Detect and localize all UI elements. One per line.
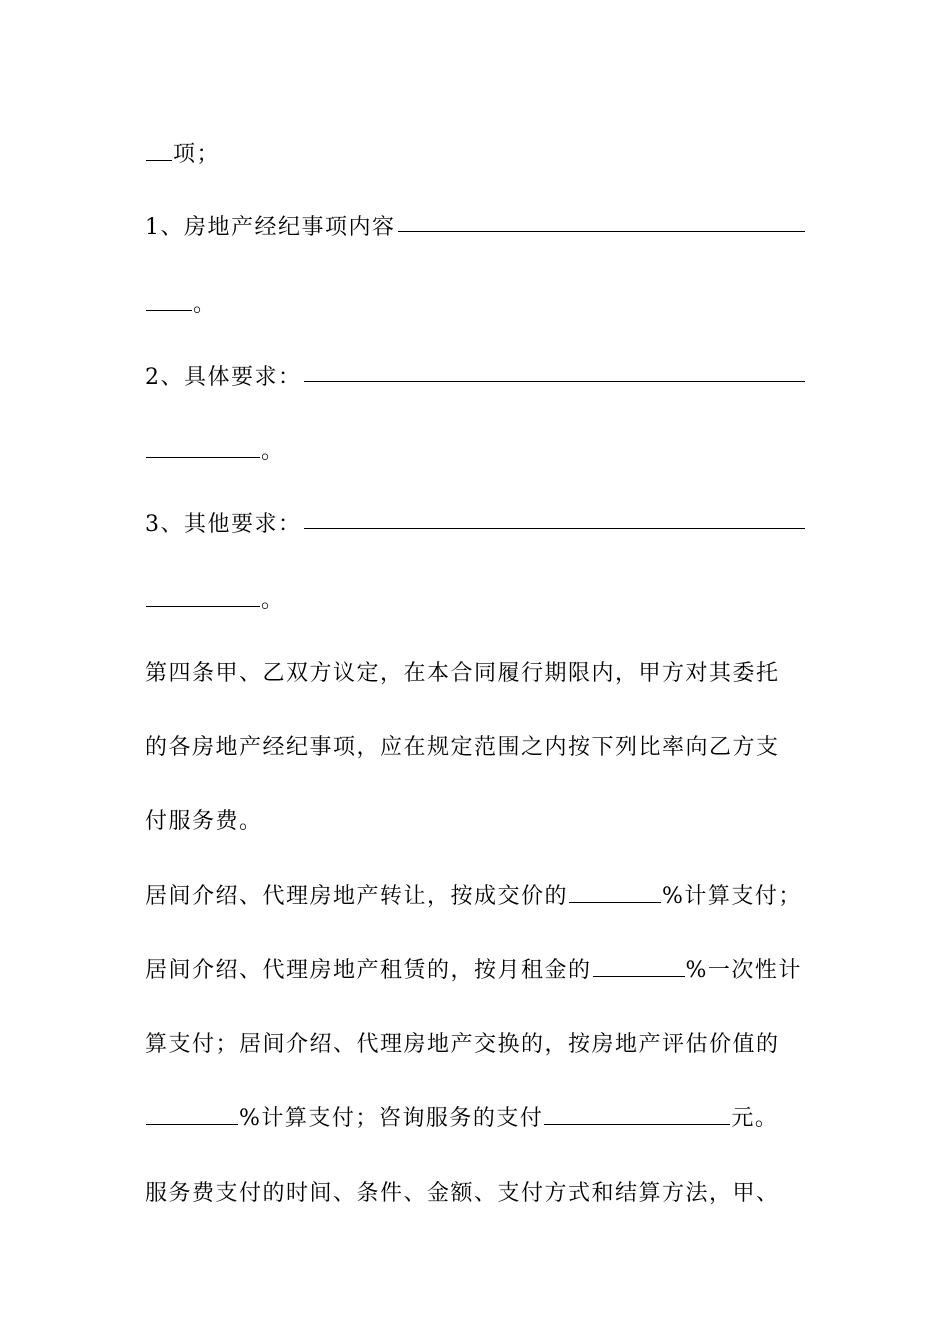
text-line-13: 算支付；居间介绍、代理房地产交换的，按房地产评估价值的 (145, 1032, 780, 1057)
text-line-8: 第四条甲、乙双方议定，在本合同履行期限内，甲方对其委托 (145, 661, 780, 686)
line-text: %计算支付； (662, 884, 802, 909)
line-text: 3、其他要求： (145, 512, 302, 537)
text-line-5 (145, 437, 805, 467)
text-line-10: 付服务费。 (145, 809, 263, 834)
text-line-2 (145, 213, 805, 243)
blank-field (593, 975, 685, 977)
text-line-6 (145, 510, 805, 540)
blank-field (146, 456, 260, 458)
blank-field (146, 1123, 238, 1125)
blank-field (146, 309, 192, 311)
text-line-9: 的各房地产经纪事项，应在规定范围之内按下列比率向乙方支 (145, 735, 780, 760)
line-text: 1、房地产经纪事项内容 (145, 215, 396, 240)
blank-field (544, 1123, 730, 1125)
line-text: 元。 (731, 1106, 779, 1131)
line-text: %计算支付；咨询服务的支付 (239, 1106, 544, 1131)
line-text: 。 (261, 439, 285, 464)
text-line-15: 服务费支付的时间、条件、金额、支付方式和结算方法，甲、 (145, 1181, 780, 1206)
blank-field (398, 230, 806, 232)
line-text: %一次性计 (685, 958, 802, 983)
blank-field (146, 159, 172, 161)
line-text: 。 (193, 292, 217, 317)
text-line-11 (145, 882, 805, 912)
text-line-1 (145, 140, 805, 170)
blank-field (569, 901, 661, 903)
line-text: 项； (173, 142, 221, 167)
text-line-7 (145, 586, 805, 616)
text-line-14 (145, 1104, 805, 1134)
blank-field (146, 605, 260, 607)
text-line-3 (145, 290, 805, 320)
blank-field (304, 380, 806, 382)
text-line-4 (145, 363, 805, 393)
blank-field (304, 527, 806, 529)
line-text: 居间介绍、代理房地产租赁的，按月租金的 (145, 958, 592, 983)
line-text: 2、具体要求： (145, 365, 302, 390)
line-text: 。 (261, 588, 285, 613)
text-line-12 (145, 956, 805, 986)
line-text: 居间介绍、代理房地产转让，按成交价的 (145, 884, 569, 909)
